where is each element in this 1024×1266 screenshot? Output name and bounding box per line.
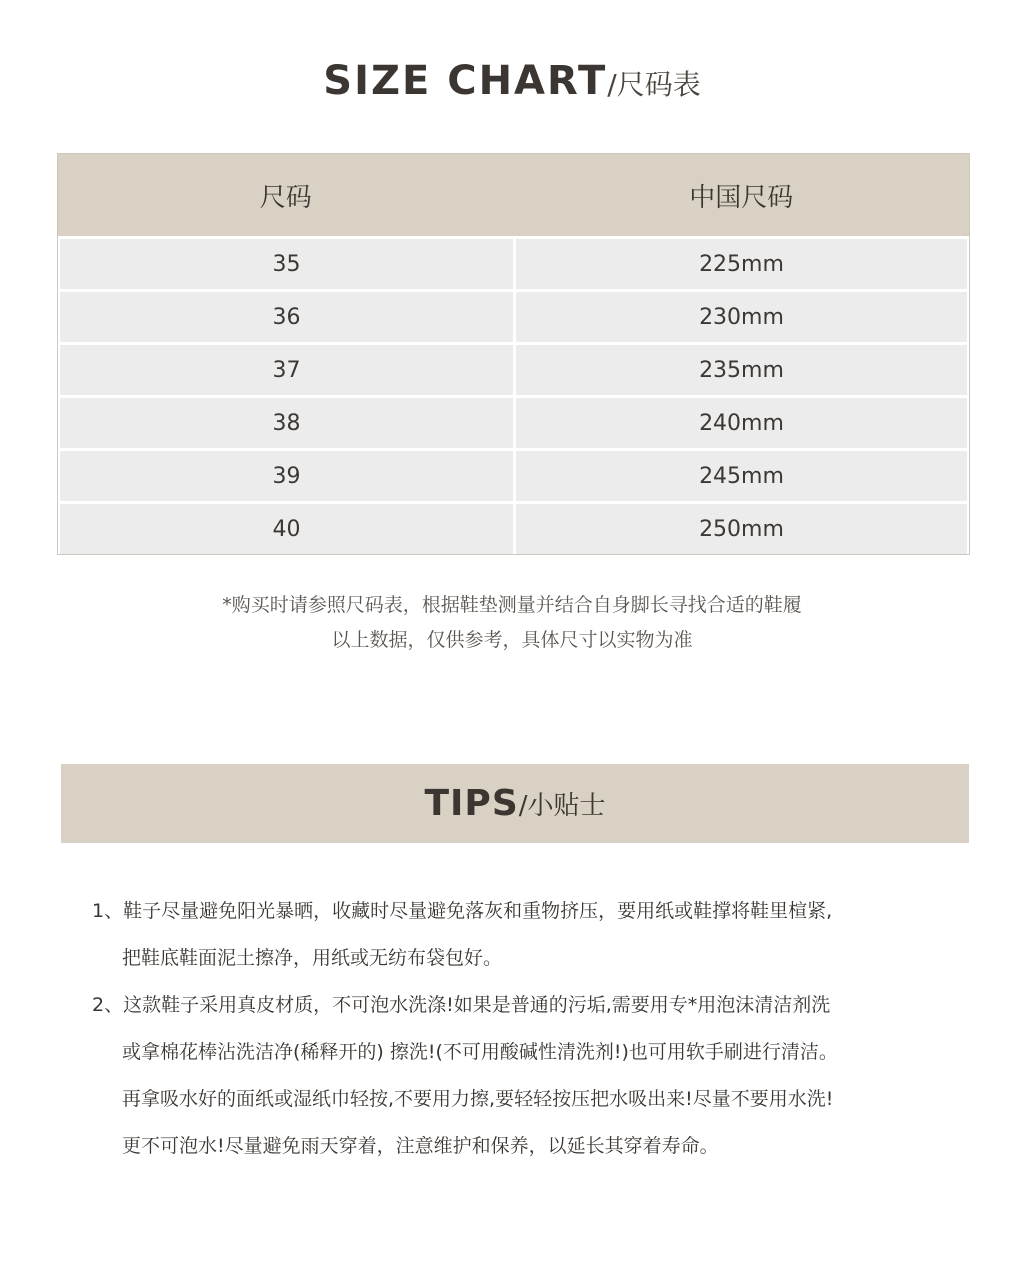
size-cell: 39 — [60, 451, 513, 501]
title-zh: /尺码表 — [607, 68, 701, 101]
length-cell: 240mm — [516, 398, 967, 448]
length-cell: 225mm — [516, 239, 967, 289]
tips-title-en: TIPS — [424, 783, 519, 824]
tip-line: 1、鞋子尽量避免阳光暴晒，收藏时尽量避免落灰和重物挤压，要用纸或鞋撑将鞋里楦紧, — [92, 900, 833, 922]
title-en: SIZE CHART — [323, 58, 608, 104]
table-row — [60, 451, 967, 501]
table-row — [60, 504, 967, 554]
size-cell: 37 — [60, 345, 513, 395]
size-note — [0, 588, 1024, 658]
length-cell: 230mm — [516, 292, 967, 342]
header-china-size: 中国尺码 — [689, 182, 794, 213]
length-cell: 250mm — [516, 504, 967, 554]
tip-line: 把鞋底鞋面泥土擦净，用纸或无纺布袋包好。 — [122, 947, 503, 969]
table-row — [60, 239, 967, 289]
size-cell: 35 — [60, 239, 513, 289]
header-size: 尺码 — [259, 182, 312, 213]
table-row — [60, 345, 967, 395]
length-cell: 235mm — [516, 345, 967, 395]
size-cell: 40 — [60, 504, 513, 554]
note-line: 以上数据，仅供参考，具体尺寸以实物为准 — [331, 629, 693, 651]
tips-list — [92, 888, 972, 1170]
table-row — [60, 292, 967, 342]
tips-banner — [61, 764, 969, 843]
size-chart-table — [57, 153, 970, 555]
tip-line: 更不可泡水!尽量避免雨天穿着，注意维护和保养，以延长其穿着寿命。 — [122, 1135, 719, 1157]
table-header — [58, 154, 969, 236]
size-cell: 36 — [60, 292, 513, 342]
tip-line: 或拿棉花棒沾洗洁净(稀释开的) 擦洗!(不可用酸碱性清洗剂!)也可用软手刷进行清洁。 — [122, 1041, 838, 1063]
table-row — [60, 398, 967, 448]
length-cell: 245mm — [516, 451, 967, 501]
tip-line: 2、这款鞋子采用真皮材质，不可泡水洗涤!如果是普通的污垢,需要用专*用泡沫清洁剂洗 — [92, 994, 831, 1016]
size-cell: 38 — [60, 398, 513, 448]
tip-line: 再拿吸水好的面纸或湿纸巾轻按,不要用力擦,要轻轻按压把水吸出来!尽量不要用水洗! — [122, 1088, 834, 1110]
page-title — [0, 58, 1024, 104]
note-line: *购买时请参照尺码表，根据鞋垫测量并结合自身脚长寻找合适的鞋履 — [222, 594, 802, 616]
tips-title-zh: /小贴士 — [518, 791, 606, 821]
